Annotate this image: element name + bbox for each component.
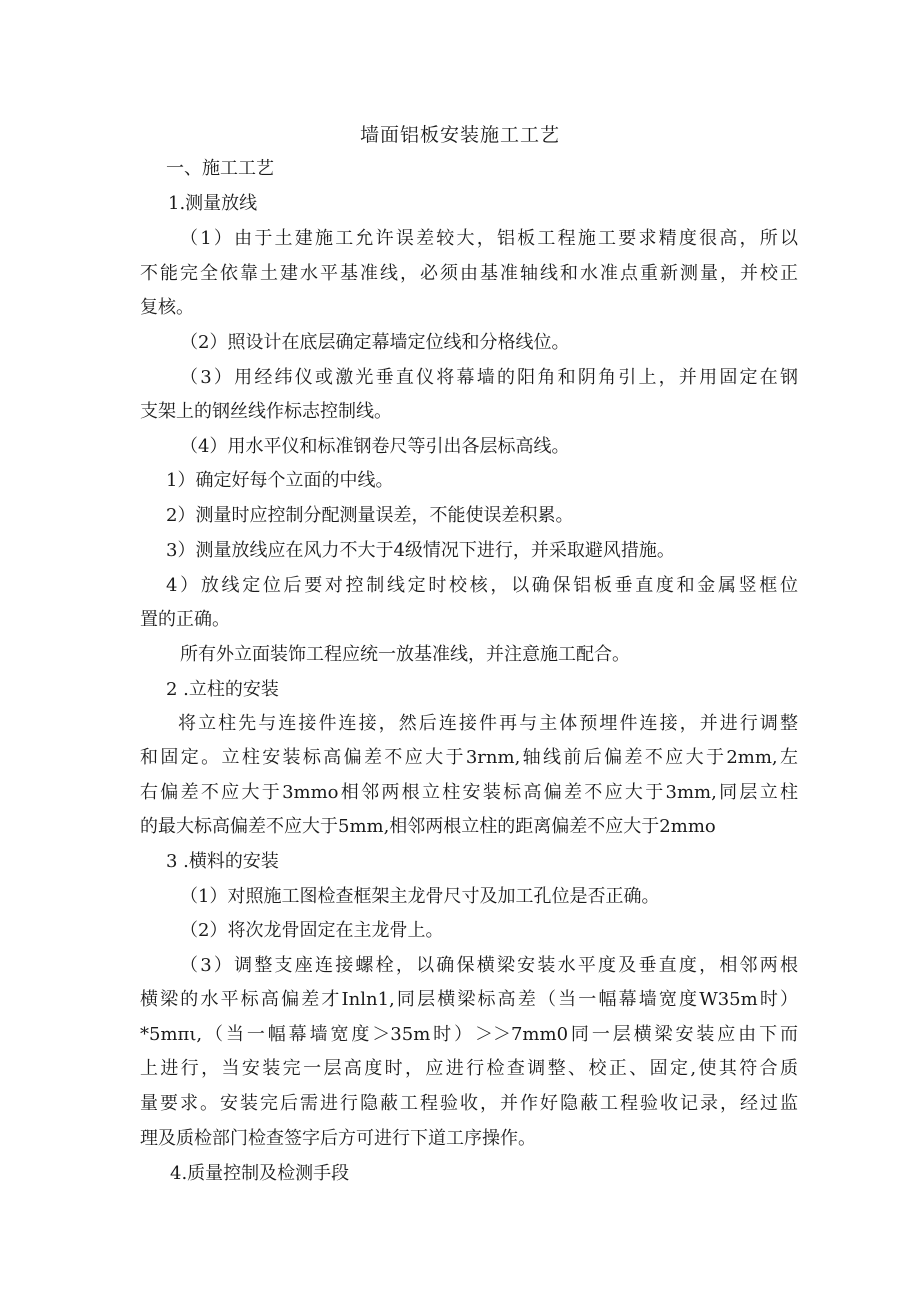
list-item: 2）测量时应控制分配测量误差，不能使误差积累。: [166, 505, 574, 526]
subsection-heading: 2 .立柱的安装: [166, 679, 279, 700]
paragraph-line: 将立柱先与连接件连接，然后连接件再与主体预埋件连接，并进行调整: [178, 713, 798, 734]
paragraph-line: （3）调整支座连接螺栓，以确保横梁安装水平度及垂直度，相邻两根: [180, 955, 798, 976]
paragraph-line: （1）由于土建施工允许误差较大，铝板工程施工要求精度很高，所以: [180, 228, 798, 249]
paragraph-line: 横梁的水平标高偏差才Inln1,同层横梁标高差（当一幅幕墙宽度W35m时）: [140, 989, 798, 1010]
paragraph-line: 上进行，当安装完一层高度时，应进行检查调整、校正、固定,使其符合质: [140, 1058, 798, 1079]
subsection-heading: 3 .横料的安装: [166, 851, 279, 872]
list-item: 4）放线定位后要对控制线定时校核，以确保铝板垂直度和金属竖框位: [166, 575, 798, 596]
paragraph-line: 支架上的钢丝线作标志控制线。: [140, 401, 392, 422]
paragraph-line: （2）将次龙骨固定在主龙骨上。: [180, 920, 444, 941]
paragraph-line: （4）用水平仪和标准钢卷尺等引出各层标高线。: [180, 436, 570, 457]
paragraph-line: 所有外立面装饰工程应统一放基准线，并注意施工配合。: [180, 644, 630, 665]
subsection-heading: 1.测量放线: [168, 193, 258, 214]
paragraph-line: *5mπι,（当一幅幕墙宽度＞35m时）＞＞7mm0同一层横梁安装应由下而: [140, 1024, 798, 1045]
list-item: 3）测量放线应在风力不大于4级情况下进行，并采取避风措施。: [166, 540, 675, 561]
paragraph-line: 不能完全依靠土建水平基准线，必须由基准轴线和水准点重新测量，并校正: [140, 263, 798, 284]
paragraph-line: 量要求。安装完后需进行隐蔽工程验收，并作好隐蔽工程验收记录，经过监: [140, 1093, 798, 1114]
section-heading: 一、施工工艺: [166, 158, 274, 179]
paragraph-line: 理及质检部门检查签字后方可进行下道工序操作。: [140, 1128, 536, 1149]
list-item: 置的正确。: [140, 609, 230, 630]
subsection-heading: 4.质量控制及检测手段: [170, 1163, 350, 1184]
paragraph-line: （1）对照施工图检查框架主龙骨尺寸及加工孔位是否正确。: [180, 886, 660, 907]
paragraph-line: 和固定。立柱安装标高偏差不应大于3rnm,轴线前后偏差不应大于2mm,左: [140, 747, 798, 768]
list-item: 1）确定好每个立面的中线。: [166, 470, 394, 491]
document-title: 墙面铝板安装施工工艺: [359, 124, 560, 146]
paragraph-line: 的最大标高偏差不应大于5mm,相邻两根立柱的距离偏差不应大于2mmo: [140, 816, 716, 837]
paragraph-line: 复核。: [140, 297, 194, 318]
paragraph-line: 右偏差不应大于3mmo相邻两根立柱安装标高偏差不应大于3mm,同层立柱: [140, 782, 798, 803]
paragraph-line: （2）照设计在底层确定幕墙定位线和分格线位。: [180, 332, 570, 353]
paragraph-line: （3）用经纬仪或激光垂直仪将幕墙的阳角和阴角引上，并用固定在钢: [180, 367, 798, 388]
